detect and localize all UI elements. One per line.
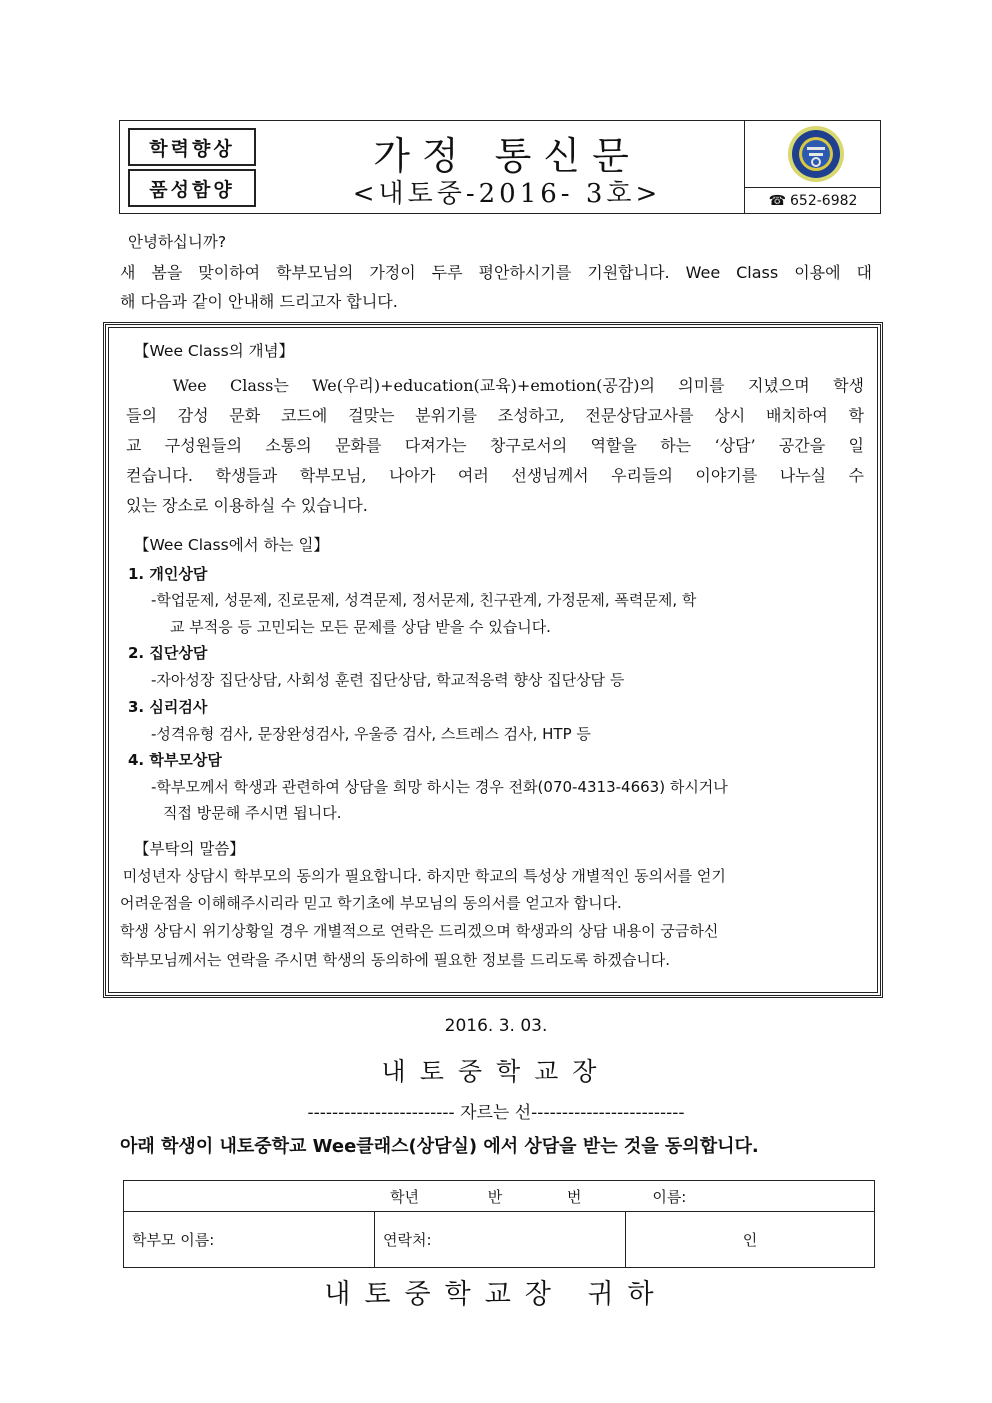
- service-detail: 직접 방문해 주시면 됩니다.: [163, 804, 342, 822]
- concept-line: 교 구성원들의 소통의 문화를 다져가는 창구로서의 역할을 하는 ‘상담’ 공간을 일: [126, 436, 864, 455]
- issue-date: 2016. 3. 03.: [444, 1016, 548, 1036]
- cut-line: ------------------------ 자르는 선-------------------------: [307, 1103, 685, 1123]
- concept-line: 들의 감성 문화 코드에 걸맞는 분위기를 조성하고, 전문상담교사를 상시 배치하여 학: [126, 406, 864, 425]
- motto-character: 품성함양: [128, 169, 256, 207]
- service-detail: 교 부적응 등 고민되는 모든 문제를 상담 받을 수 있습니다.: [170, 618, 551, 636]
- services-heading: 【Wee Class에서 하는 일】: [134, 536, 329, 554]
- service-detail: -학업문제, 성문제, 진로문제, 성격문제, 정서문제, 친구관계, 가정문제, 폭력문제, 학: [151, 591, 697, 609]
- school-emblem-icon: [787, 125, 845, 183]
- request-line: 미성년자 상담시 학부모의 동의가 필요합니다. 하지만 학교의 특성상 개별적인 동의서를 얻기: [118, 867, 726, 885]
- intro-paragraph: [120, 258, 872, 316]
- service-title: 2. 집단상담: [128, 644, 208, 662]
- wee-class-info-box: [103, 322, 883, 998]
- seal-label: 인: [742, 1231, 758, 1249]
- consent-statement: 아래 학생이 내토중학교 Wee클래스(상담실) 에서 상담을 받는 것을 동의합니다.: [120, 1136, 759, 1157]
- phone-number: 652-6982: [790, 193, 858, 209]
- contact-label: 연락처:: [383, 1231, 432, 1249]
- service-detail: -학부모께서 학생과 관련하여 상담을 희망 하시는 경우 전화(070-4313-4663) 하시거나: [151, 778, 728, 796]
- phone-icon: ☎: [768, 193, 787, 209]
- grade-label: 학년: [390, 1187, 419, 1206]
- logo-cell: [744, 121, 881, 187]
- service-title: 3. 심리검사: [128, 698, 208, 716]
- request-line: 어려운점을 이해해주시리라 믿고 학기초에 부모님의 동의서를 얻고자 합니다.: [120, 894, 622, 912]
- service-title: 4. 학부모상담: [128, 751, 222, 769]
- footer-addressee: 내토중학교장 귀하: [324, 1279, 668, 1310]
- page-title: 가정 통신문: [373, 134, 641, 178]
- concept-line: 컫습니다. 학생들과 학부모님, 나아가 여러 선생님께서 우리들의 이야기를 나누실 수: [126, 466, 864, 485]
- concept-line: 있는 장소로 이용하실 수 있습니다.: [126, 496, 368, 515]
- intro-line: 해 다음과 같이 안내해 드리고자 합니다.: [120, 292, 398, 311]
- concept-heading: 【Wee Class의 개념】: [134, 342, 295, 360]
- request-heading: 【부탁의 말씀】: [134, 840, 245, 858]
- parent-name-label: 학부모 이름:: [132, 1231, 215, 1249]
- principal-signature: 내토중학교장: [381, 1057, 611, 1086]
- motto-academic: 학력향상: [128, 128, 256, 166]
- newsletter-header: [119, 120, 881, 214]
- request-line: 학생 상담시 위기상황일 경우 개별적으로 연락은 드리겠으며 학생과의 상담 내용이 궁금하신: [120, 922, 719, 940]
- student-name-label: 이름:: [652, 1187, 687, 1206]
- concept-line: Wee Class는 We(우리)+education(교육)+emotion(공감)의 의미를 지녔으며 학생: [126, 376, 864, 395]
- parent-name-cell[interactable]: [124, 1212, 375, 1268]
- number-label: 번: [567, 1187, 582, 1206]
- consent-form-table: [123, 1180, 875, 1268]
- class-label: 반: [487, 1187, 503, 1206]
- issue-number: <내토중-2016- 3호>: [352, 179, 662, 209]
- seal-cell[interactable]: [626, 1212, 875, 1268]
- service-title: 1. 개인상담: [128, 565, 208, 583]
- contact-cell[interactable]: [375, 1212, 626, 1268]
- greeting: 안녕하십니까?: [128, 233, 227, 251]
- service-detail: -성격유형 검사, 문장완성검사, 우울증 검사, 스트레스 검사, HTP 등: [151, 725, 591, 743]
- student-info-cell[interactable]: [124, 1181, 875, 1212]
- concept-paragraph: [126, 371, 864, 521]
- service-detail: -자아성장 집단상담, 사회성 훈련 집단상담, 학교적응력 향상 집단상담 등: [151, 671, 625, 689]
- phone-cell: [744, 187, 881, 214]
- request-line: 학부모님께서는 연락을 주시면 학생의 동의하에 필요한 정보를 드리도록 하겠습니다.: [120, 951, 671, 969]
- intro-line: 새 봄을 맞이하여 학부모님의 가정이 두루 평안하시기를 기원합니다. Wee Class 이용에 대: [120, 263, 872, 282]
